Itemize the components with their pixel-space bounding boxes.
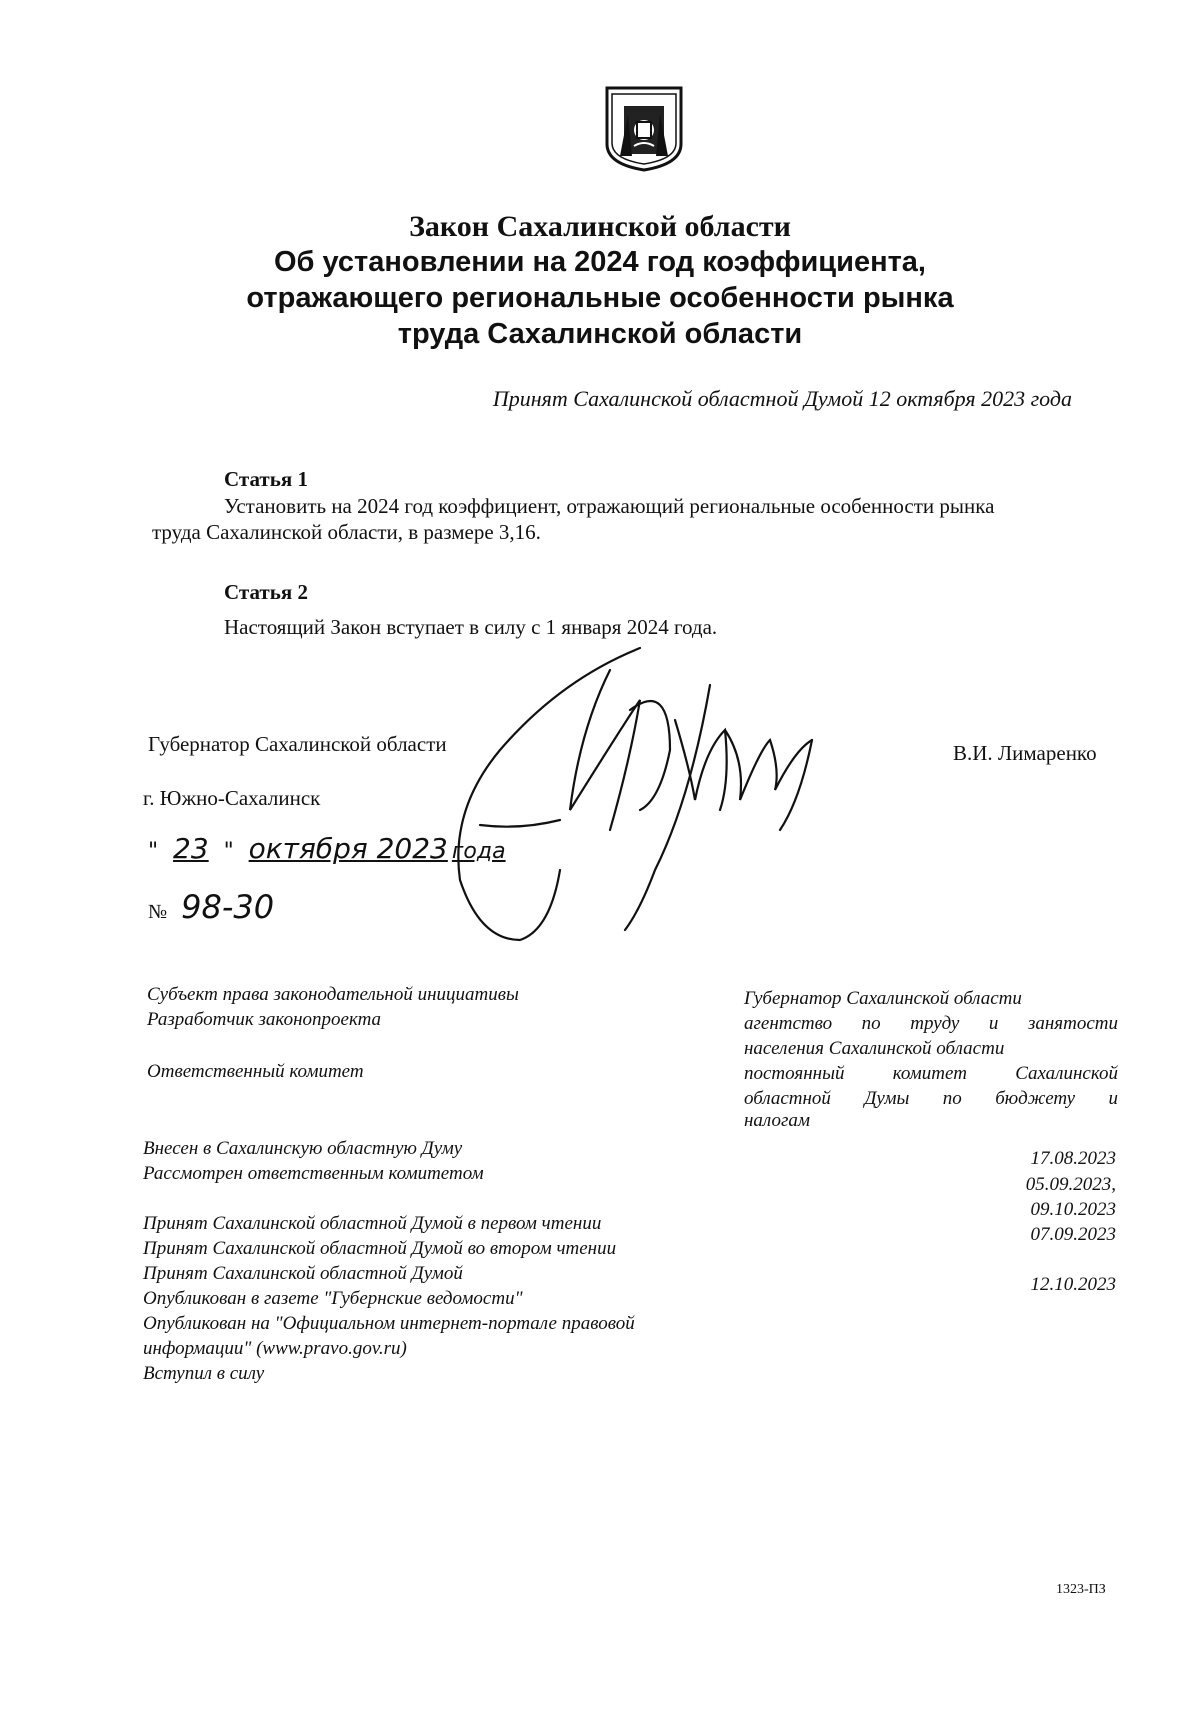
governor-name: В.И. Лимаренко	[953, 741, 1097, 765]
article-2-text: Настоящий Закон вступает в силу с 1 января 2024 года.	[224, 615, 718, 639]
registry-developer-line: населения Сахалинской области	[744, 1038, 1005, 1059]
article-2-heading: Статья 2	[224, 580, 308, 604]
number-label: №	[148, 901, 168, 923]
coat-of-arms-icon	[604, 86, 684, 172]
registry-label: Ответственный комитет	[147, 1061, 364, 1082]
article-1-line: труда Сахалинской области, в размере 3,16.	[152, 520, 541, 544]
stage-label: Опубликован в газете "Губернские ведомости"	[143, 1288, 523, 1309]
governor-title: Губернатор Сахалинской области	[148, 732, 447, 756]
registry-committee-line: налогам	[744, 1110, 810, 1131]
stage-date: 09.10.2023	[1030, 1199, 1116, 1220]
number-value: 98-30	[181, 888, 275, 926]
stage-label: Принят Сахалинской областной Думой	[143, 1263, 463, 1284]
stage-label: Принят Сахалинской областной Думой во втором чтении	[143, 1238, 617, 1259]
handwritten-signature	[440, 640, 860, 950]
law-subject-line: отражающего региональные особенности рынка	[246, 282, 954, 314]
adoption-note: Принят Сахалинской областной Думой 12 октября 2023 года	[492, 386, 1072, 411]
article-1-heading: Статья 1	[224, 467, 308, 491]
law-subject-line: труда Сахалинской области	[397, 318, 803, 350]
date-quote: "	[148, 839, 159, 864]
stage-label: Опубликован на "Официальном интернет-портале правовой	[143, 1313, 635, 1334]
law-subject	[0, 244, 1200, 352]
law-subject-line: Об установлении на 2024 год коэффициента,	[274, 246, 926, 278]
date-quote: "	[223, 839, 234, 864]
registry-right	[744, 986, 1118, 1131]
registry-developer-line: агентство по труду и занятости	[744, 1013, 1118, 1034]
registry-label: Субъект права законодательной инициативы	[147, 984, 519, 1005]
stage-label: Вступил в силу	[143, 1363, 265, 1384]
date-month-year: октября 2023	[248, 832, 448, 865]
stage-label: Внесен в Сахалинскую областную Думу	[143, 1138, 463, 1159]
article-1-line: Установить на 2024 год коэффициент, отражающий региональные особенности рынка	[224, 494, 995, 518]
stage-label: информации" (www.pravo.gov.ru)	[143, 1338, 407, 1359]
registry-left	[147, 982, 747, 1084]
stage-date: 17.08.2023	[1030, 1148, 1116, 1169]
article-1-text	[152, 493, 1128, 545]
date-day: 23	[173, 832, 209, 865]
stage-date: 05.09.2023,	[1025, 1174, 1116, 1195]
stage-label: Рассмотрен ответственным комитетом	[143, 1163, 484, 1184]
law-number	[148, 888, 274, 926]
date-suffix: года	[451, 839, 506, 864]
signing-date	[148, 832, 568, 865]
stage-label: Принят Сахалинской областной Думой в первом чтении	[143, 1213, 602, 1234]
document-code: 1323-ПЗ	[1056, 1582, 1106, 1597]
stage-date: 07.09.2023	[1030, 1224, 1116, 1245]
registry-committee-line: постоянный комитет Сахалинской	[744, 1063, 1118, 1084]
stage-date: 12.10.2023	[1030, 1274, 1116, 1295]
signing-city: г. Южно-Сахалинск	[143, 786, 321, 810]
registry-committee-line: областной Думы по бюджету и	[744, 1088, 1118, 1109]
registry-initiator: Губернатор Сахалинской области	[744, 988, 1022, 1009]
registry-stages	[143, 1136, 743, 1386]
law-title: Закон Сахалинской области	[409, 210, 791, 243]
registry-label: Разработчик законопроекта	[147, 1009, 382, 1030]
